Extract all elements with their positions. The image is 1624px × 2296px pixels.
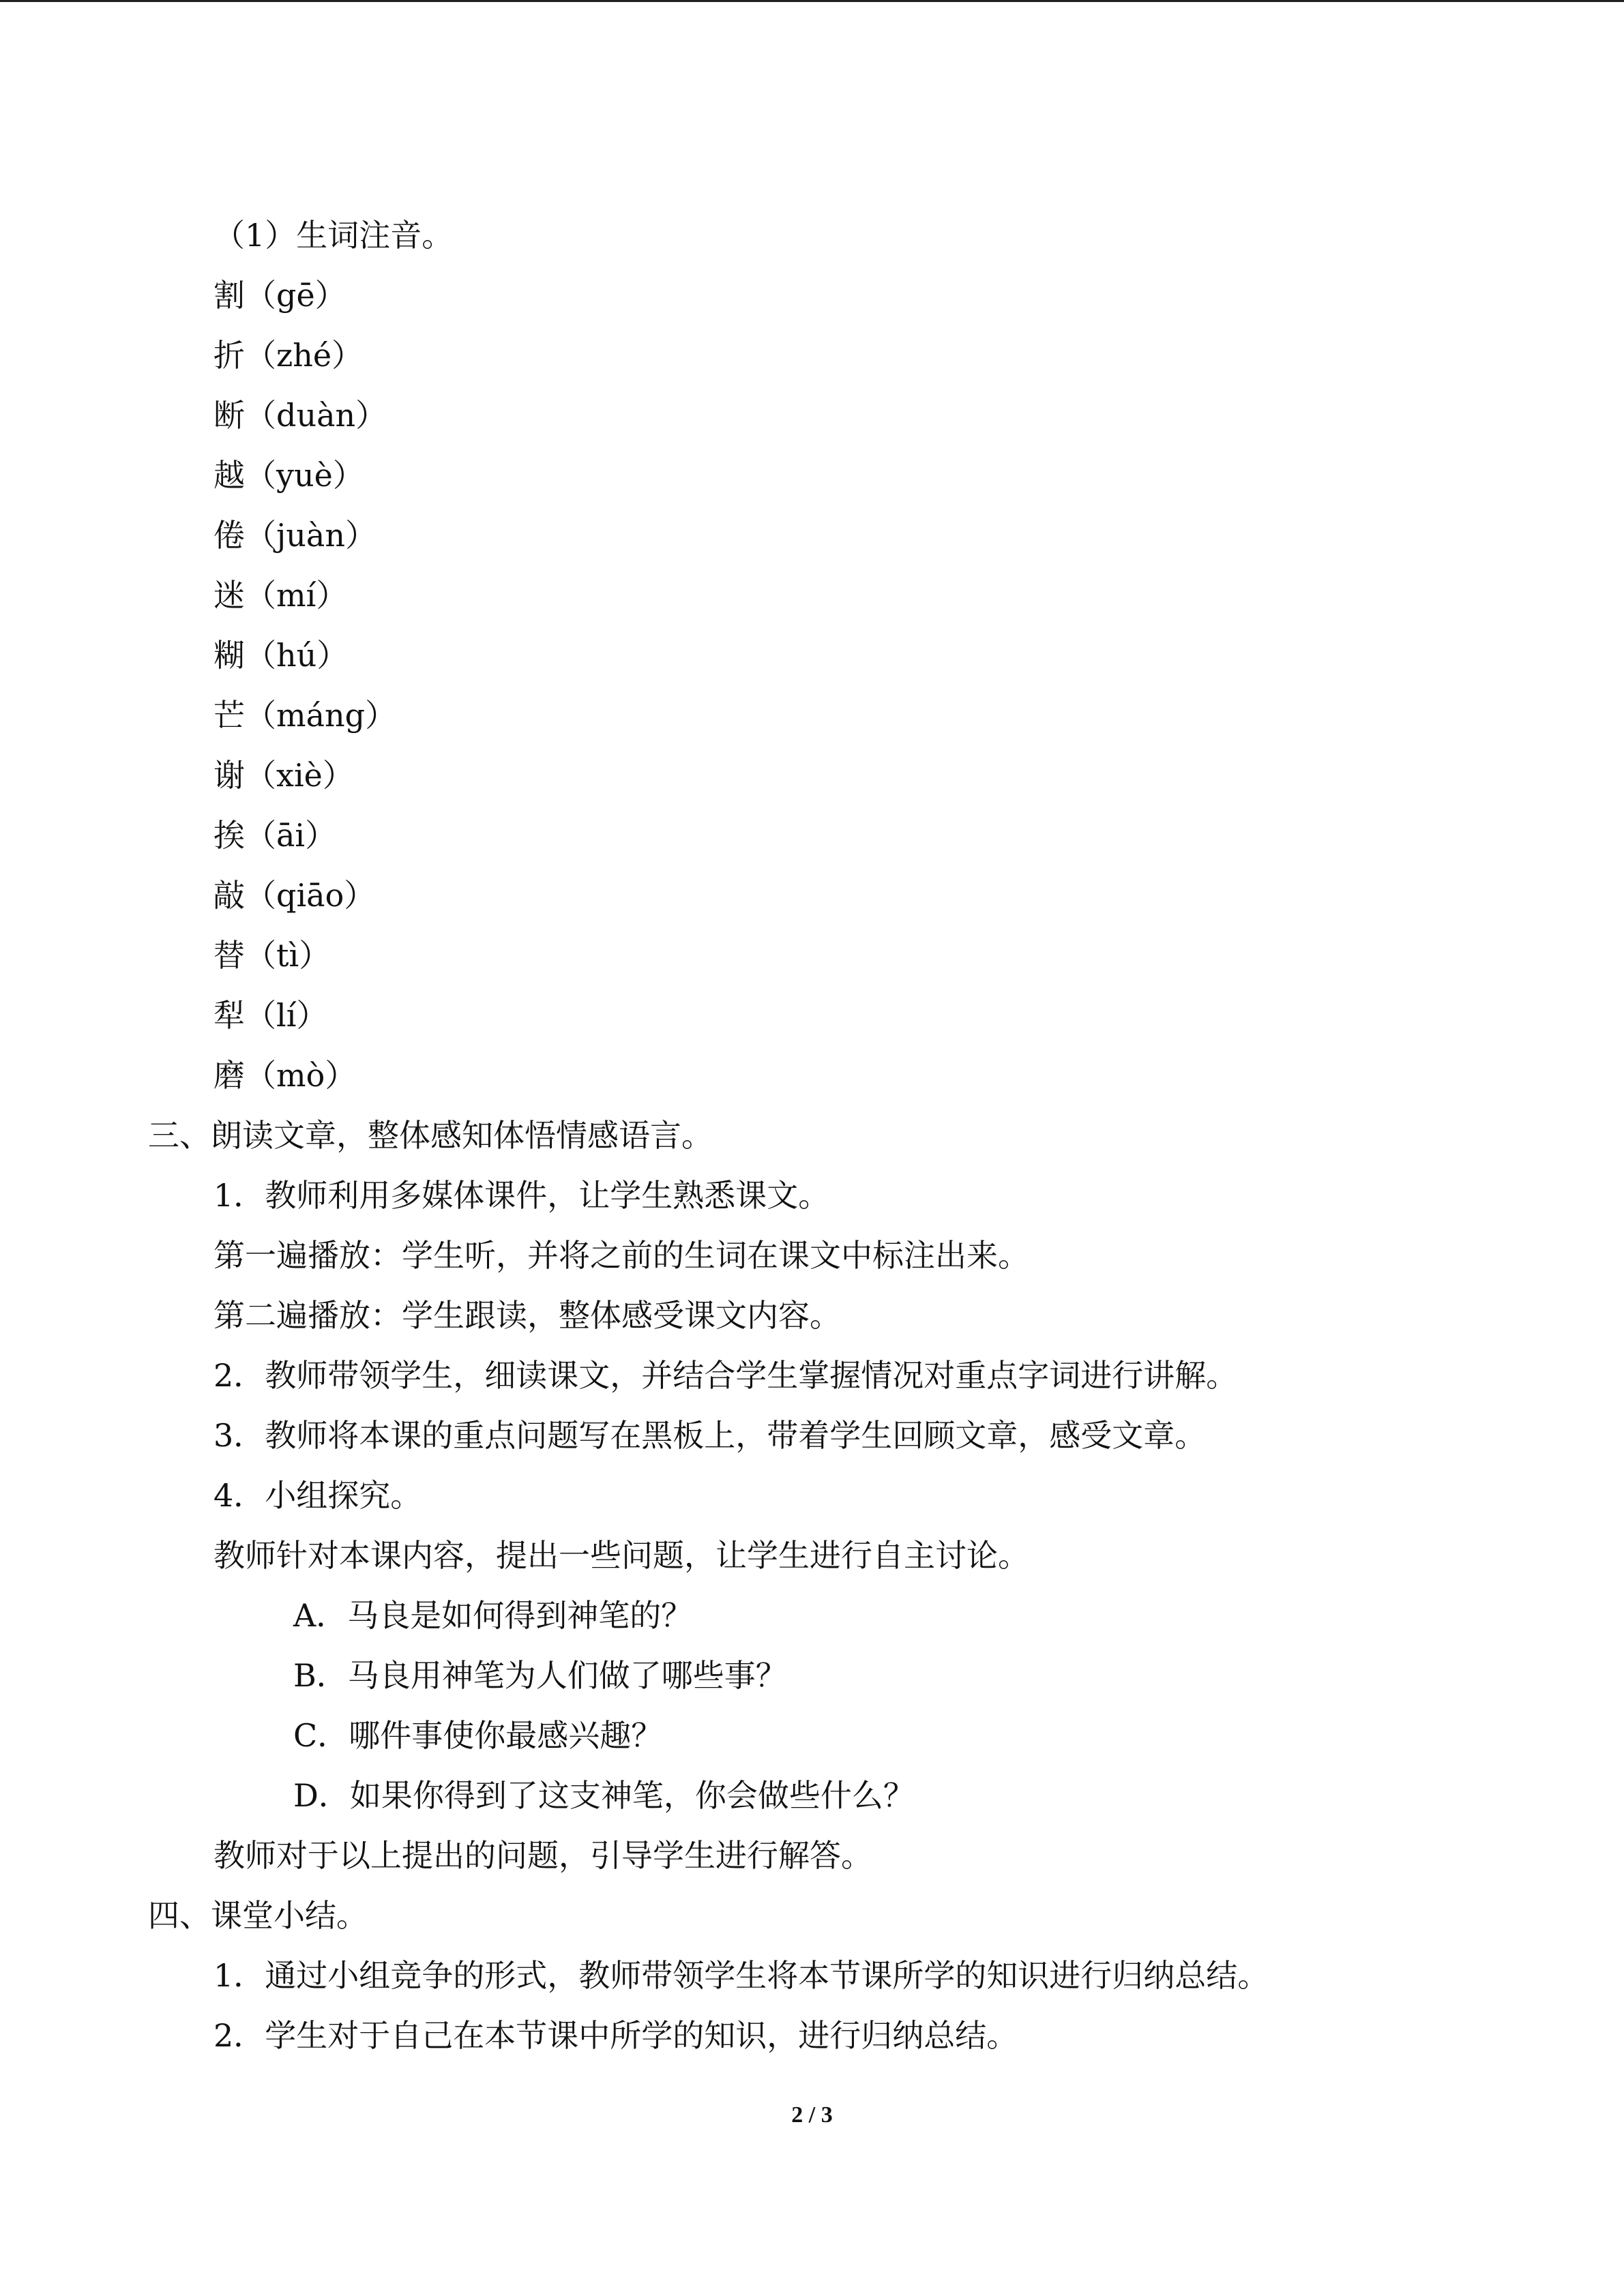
- section-3-first-playback: 第一遍播放：学生听，并将之前的生词在课文中标注出来。: [213, 1237, 1029, 1274]
- question-a: A．马良是如何得到神笔的？: [293, 1597, 693, 1634]
- vocab-item-yue: 越（yuè）: [213, 457, 364, 494]
- section-3-closing: 教师对于以上提出的问题，引导学生进行解答。: [213, 1837, 872, 1874]
- vocab-item-mo: 磨（mò）: [213, 1057, 357, 1094]
- section-3-step-2: 2．教师带领学生，细读课文，并结合学生掌握情况对重点字词进行讲解。: [213, 1357, 1238, 1394]
- vocab-item-ti: 替（tì）: [213, 937, 331, 974]
- vocab-item-li: 犁（lí）: [213, 997, 328, 1034]
- section-4-step-2: 2．学生对于自己在本节课中所学的知识，进行归纳总结。: [213, 2017, 1018, 2054]
- vocab-item-juan: 倦（juàn）: [213, 517, 377, 554]
- section-3-step-3: 3．教师将本课的重点问题写在黑板上，带着学生回顾文章，感受文章。: [213, 1417, 1207, 1454]
- vocab-item-duan: 断（duàn）: [213, 397, 387, 434]
- section-3-step-1: 1．教师利用多媒体课件，让学生熟悉课文。: [213, 1177, 830, 1214]
- section-4-heading: 四、课堂小结。: [148, 1897, 368, 1934]
- vocab-item-ai: 挨（āi）: [213, 817, 337, 854]
- vocab-heading: （1）生词注音。: [213, 217, 454, 254]
- vocab-item-qiao: 敲（qiāo）: [213, 877, 376, 914]
- section-3-discussion-intro: 教师针对本课内容，提出一些问题，让学生进行自主讨论。: [213, 1537, 1029, 1574]
- question-b: B．马良用神笔为人们做了哪些事？: [293, 1657, 787, 1694]
- vocab-item-zhe: 折（zhé）: [213, 337, 364, 374]
- section-4-step-1: 1．通过小组竞争的形式，教师带领学生将本节课所学的知识进行归纳总结。: [213, 1957, 1269, 1994]
- question-c: C．哪件事使你最感兴趣？: [293, 1717, 663, 1754]
- vocab-item-ge: 割（gē）: [213, 277, 346, 314]
- section-3-second-playback: 第二遍播放：学生跟读，整体感受课文内容。: [213, 1297, 841, 1334]
- question-d: D．如果你得到了这支神笔，你会做些什么？: [293, 1777, 915, 1814]
- vocab-item-mang: 芒（máng）: [213, 697, 397, 734]
- page-number: 2 / 3: [791, 2102, 833, 2128]
- page-top-border: [0, 0, 1624, 2]
- vocab-item-xie: 谢（xiè）: [213, 757, 354, 794]
- vocab-item-hu: 糊（hú）: [213, 637, 349, 674]
- vocab-item-mi: 迷（mí）: [213, 577, 348, 614]
- section-3-heading: 三、朗读文章，整体感知体悟情感语言。: [148, 1117, 713, 1154]
- section-3-step-4: 4．小组探究。: [213, 1477, 422, 1514]
